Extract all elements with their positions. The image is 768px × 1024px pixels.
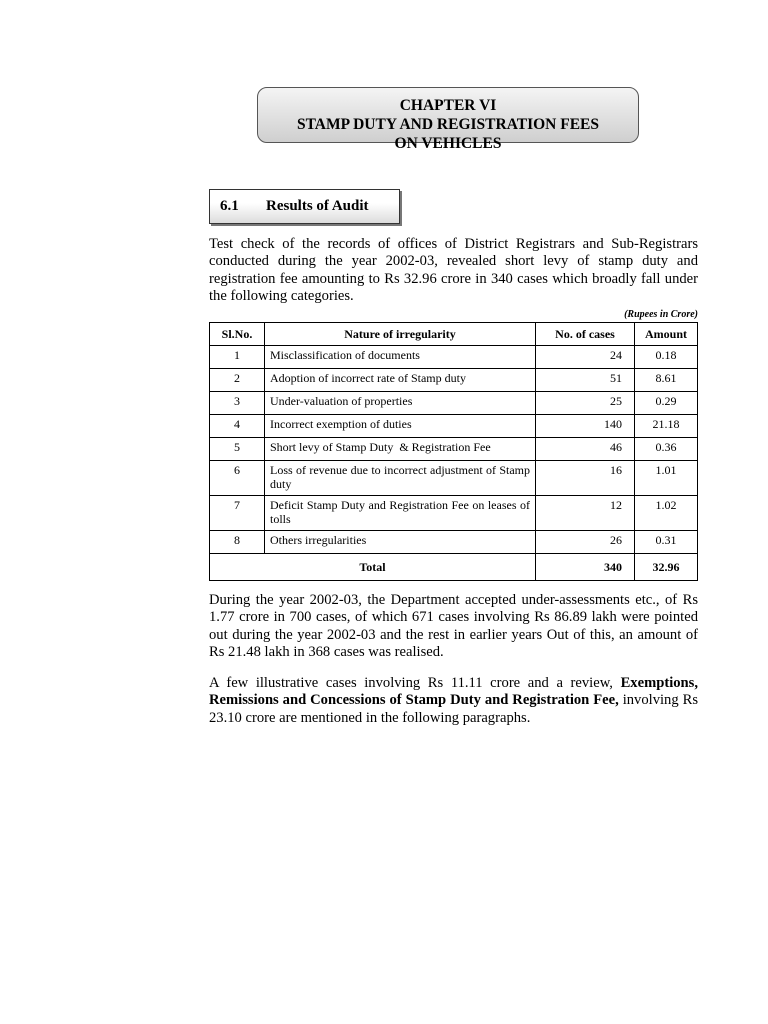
section-heading-box [209,189,400,224]
chapter-title-line-2: ON VEHICLES [394,135,502,152]
total-label: Total [210,554,536,581]
cell-nature: Misclassification of documents [265,346,536,369]
cell-cases: 25 [536,392,635,415]
table-row [210,369,698,392]
cell-nature: Incorrect exemption of duties [265,415,536,438]
cell-cases: 46 [536,438,635,461]
table-total-row [210,554,698,581]
cell-cases: 12 [536,496,635,531]
chapter-heading-box [257,87,639,152]
table-row [210,392,698,415]
cell-sl-no: 7 [210,496,265,531]
cell-cases: 51 [536,369,635,392]
table-row [210,531,698,554]
units-note: (Rupees in Crore) [624,309,698,320]
cell-sl-no: 2 [210,369,265,392]
cell-amount: 1.01 [635,461,698,496]
cell-cases: 24 [536,346,635,369]
cell-amount: 8.61 [635,369,698,392]
cell-sl-no: 1 [210,346,265,369]
cell-amount: 0.18 [635,346,698,369]
cell-cases: 16 [536,461,635,496]
paragraph-3-text-start: A few illustrative cases involving Rs 11.11 crore and a review, [209,675,621,691]
paragraph-3-review-title: Exemptions, Remissions and Concessions of Stamp Duty and Registration Fee, [209,675,698,709]
chapter-number: CHAPTER VI [399,97,497,114]
chapter-title-line-1: STAMP DUTY AND REGISTRATION FEES [296,116,599,133]
intro-paragraph: Test check of the records of offices of District Registrars and Sub-Registrars conducted during the year 2002-03, revealed short levy of stamp duty and registration fee amounting to Rs 32.96 crore in 340 cases which broadly fall under the following categories. [209,236,698,304]
table-row [210,415,698,438]
header-cases: No. of cases [536,323,635,346]
cell-amount: 0.31 [635,531,698,554]
cell-nature: Deficit Stamp Duty and Registration Fee on leases of tolls [265,496,536,531]
table-row [210,496,698,531]
cell-cases: 26 [536,531,635,554]
cell-sl-no: 5 [210,438,265,461]
cell-amount: 0.29 [635,392,698,415]
header-nature: Nature of irregularity [265,323,536,346]
paragraph-3 [209,675,698,727]
irregularities-table [209,322,698,581]
cell-nature: Under-valuation of properties [265,392,536,415]
section-title: Results of Audit [266,198,369,214]
cell-amount: 21.18 [635,415,698,438]
total-amount: 32.96 [635,554,698,581]
paragraph-2: During the year 2002-03, the Department accepted under-assessments etc., of Rs 1.77 crore in 700 cases, of which 671 cases involving Rs 86.89 lakh were pointed out during the year 2002-03 and the rest in earlier years Out of this, an amount of Rs 21.48 lakh in 368 cases was realised. [209,592,698,660]
table-row [210,461,698,496]
cell-sl-no: 4 [210,415,265,438]
cell-nature: Adoption of incorrect rate of Stamp duty [265,369,536,392]
cell-nature: Short levy of Stamp Duty & Registration Fee [265,438,536,461]
table-header-row [210,323,698,346]
cell-amount: 0.36 [635,438,698,461]
header-sl-no: Sl.No. [210,323,265,346]
cell-sl-no: 6 [210,461,265,496]
cell-sl-no: 3 [210,392,265,415]
paragraph-3-text-end: involving Rs 23.10 crore are mentioned in the following paragraphs. [209,692,699,726]
cell-cases: 140 [536,415,635,438]
cell-amount: 1.02 [635,496,698,531]
cell-nature: Others irregularities [265,531,536,554]
section-number: 6.1 [220,198,239,214]
total-cases: 340 [536,554,635,581]
cell-nature: Loss of revenue due to incorrect adjustment of Stamp duty [265,461,536,496]
table-row [210,438,698,461]
cell-sl-no: 8 [210,531,265,554]
table-row [210,346,698,369]
header-amount: Amount [635,323,698,346]
